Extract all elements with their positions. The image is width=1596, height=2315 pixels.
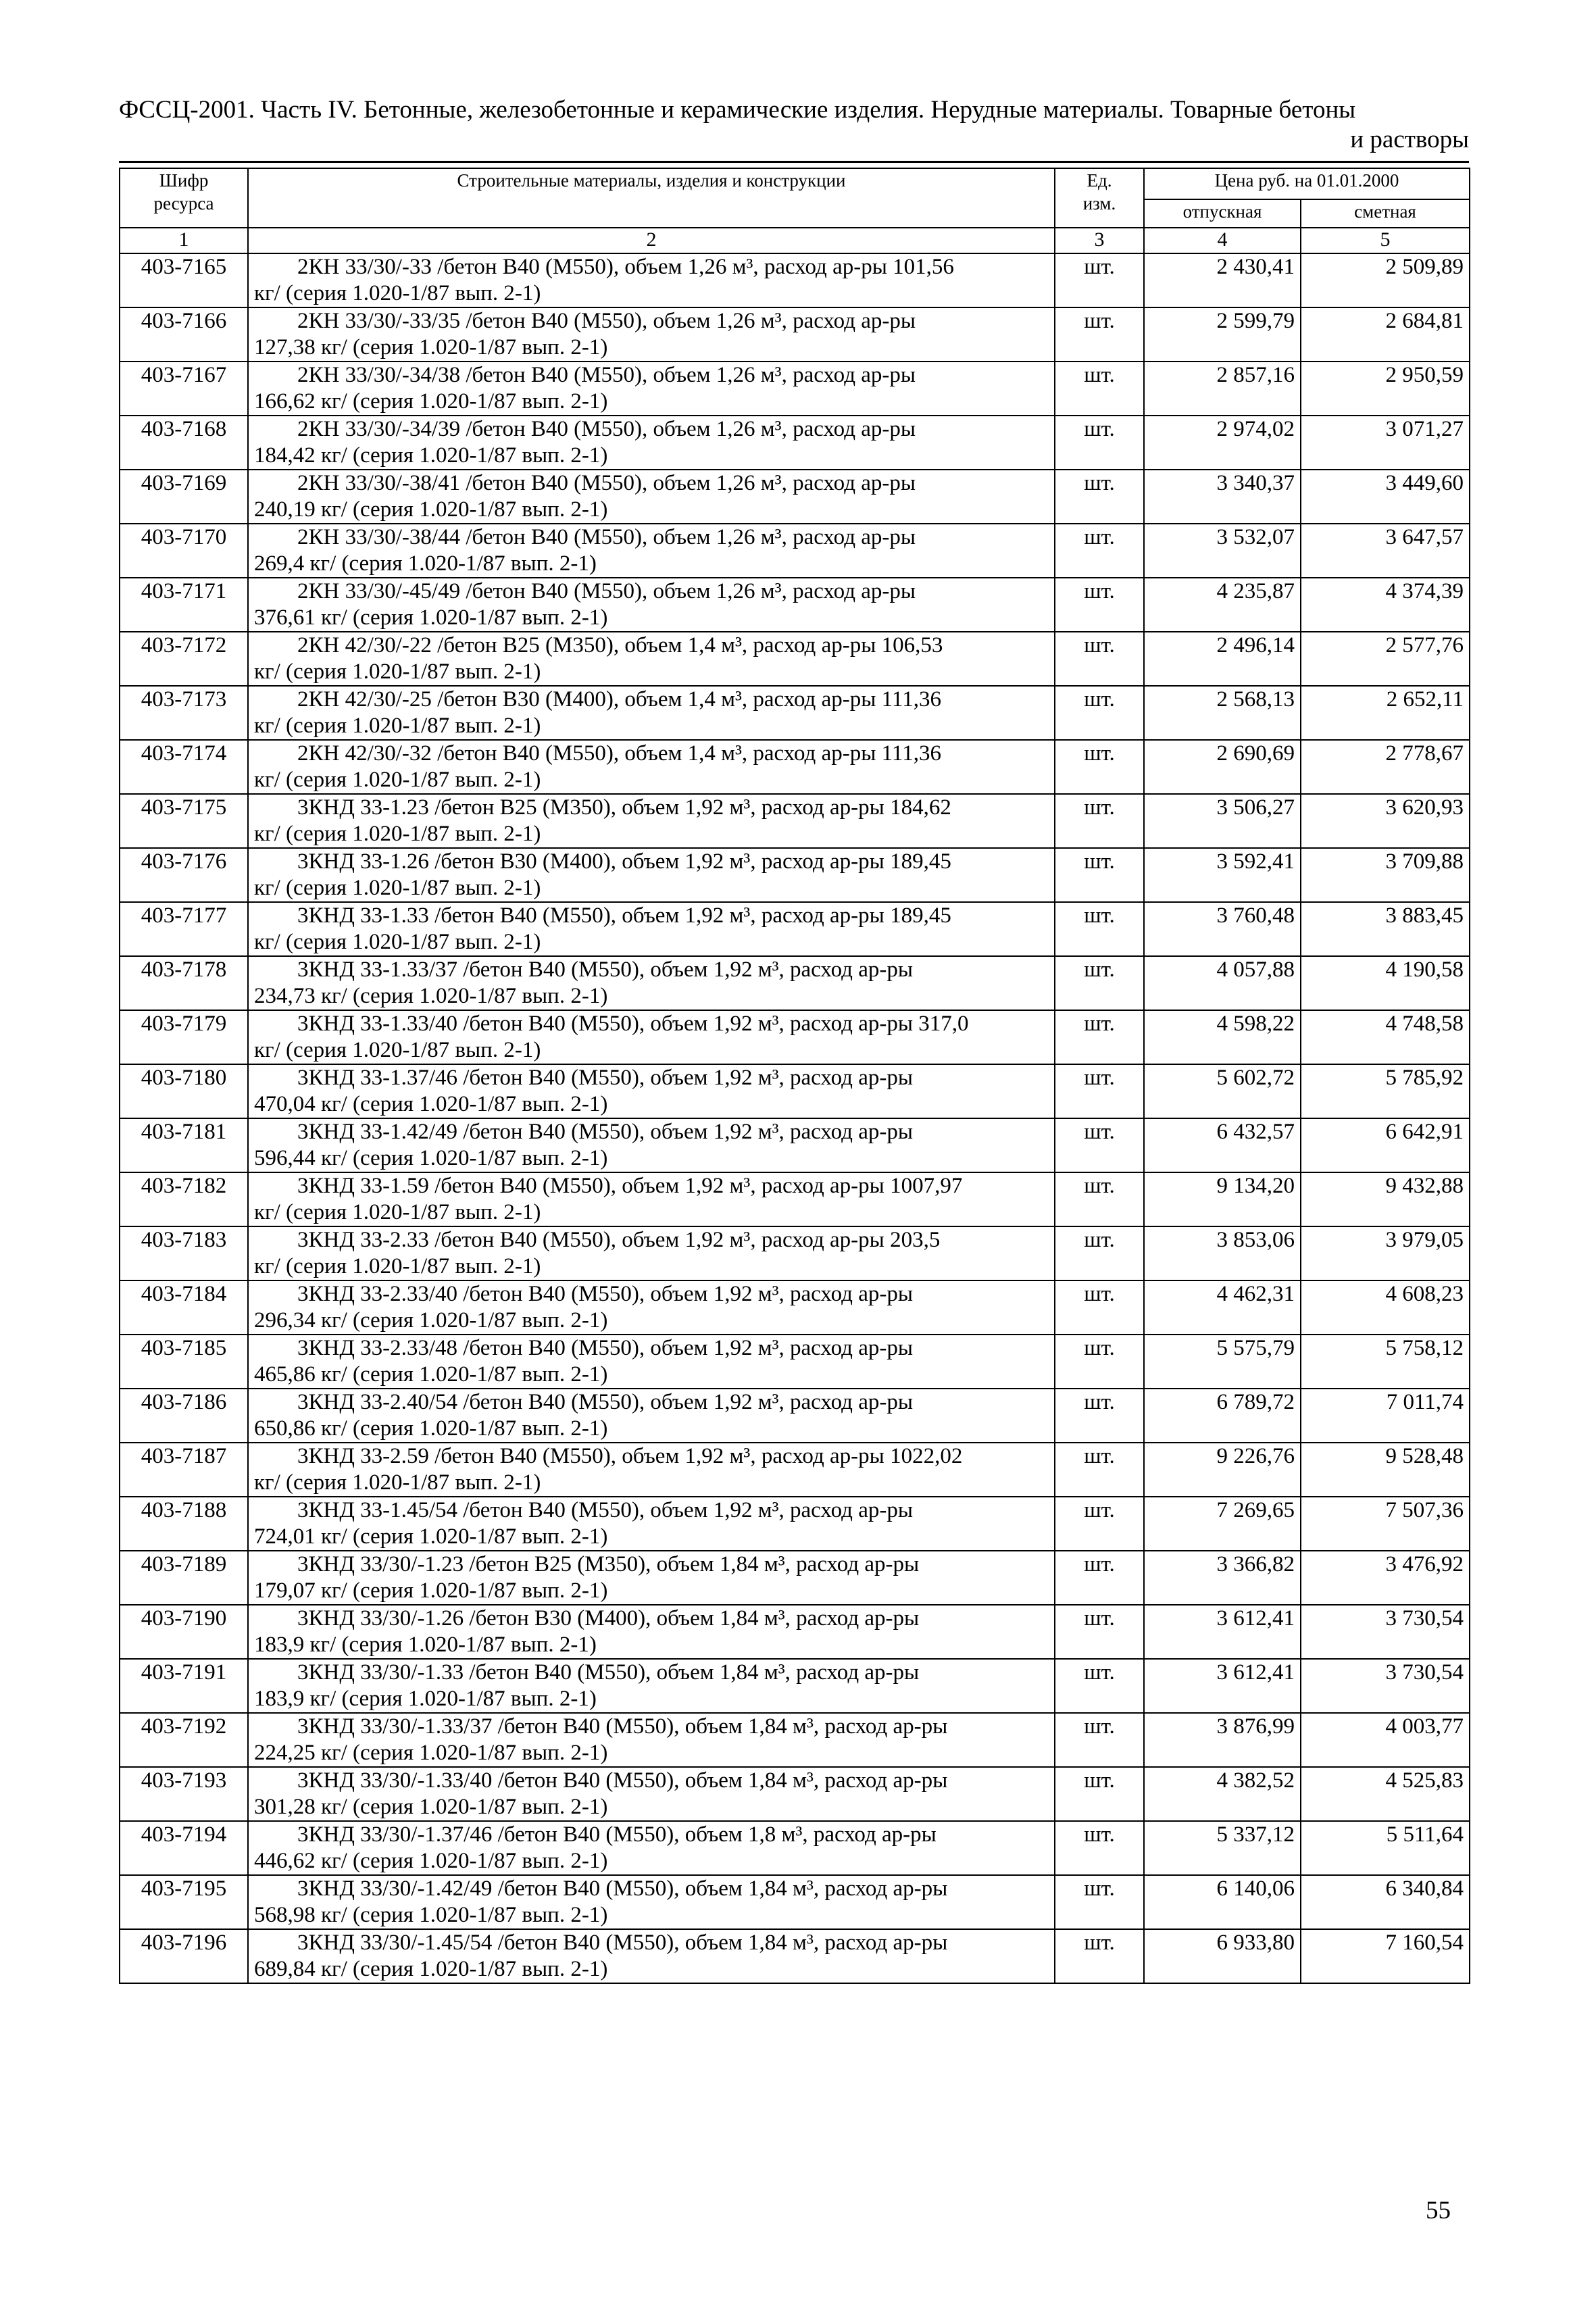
estimate-price: 3 071,27 [1301,416,1470,470]
description-line-2: 183,9 кг/ (серия 1.020-1/87 вып. 2-1) [254,1633,597,1657]
resource-code: 403-7182 [120,1172,248,1226]
item-description [248,470,1055,524]
resource-code: 403-7192 [120,1713,248,1767]
description-line-2: кг/ (серия 1.020-1/87 вып. 2-1) [254,714,541,738]
unit: шт. [1055,1767,1144,1821]
col-number-2: 2 [248,228,1055,253]
description-line-1: 2КН 33/30/-38/44 /бетон В40 (М550), объем 1,26 м³, расход ар-ры [297,525,916,549]
estimate-price: 4 608,23 [1301,1280,1470,1335]
unit: шт. [1055,362,1144,416]
description-line-1: 2КН 33/30/-33/35 /бетон В40 (М550), объем 1,26 м³, расход ар-ры [297,309,916,333]
estimate-price: 9 432,88 [1301,1172,1470,1226]
description-line-2: кг/ (серия 1.020-1/87 вып. 2-1) [254,930,541,954]
description-line-2: 724,01 кг/ (серия 1.020-1/87 вып. 2-1) [254,1524,608,1549]
table-row [120,686,1470,740]
item-description [248,1064,1055,1118]
description-line-1: 3КНД 33/30/-1.37/46 /бетон В40 (М550), объем 1,8 м³, расход ар-ры [297,1822,937,1847]
release-price: 2 974,02 [1144,416,1301,470]
description-line-1: 3КНД 33-1.26 /бетон В30 (М400), объем 1,92 м³, расход ар-ры 189,45 [297,849,951,874]
description-line-1: 3КНД 33-2.33/48 /бетон В40 (М550), объем 1,92 м³, расход ар-ры [297,1336,913,1360]
estimate-price: 3 979,05 [1301,1226,1470,1280]
description-line-2: 183,9 кг/ (серия 1.020-1/87 вып. 2-1) [254,1687,597,1711]
table-row [120,848,1470,902]
estimate-price: 6 340,84 [1301,1875,1470,1929]
description-line-2: кг/ (серия 1.020-1/87 вып. 2-1) [254,1254,541,1278]
estimate-price: 5 511,64 [1301,1821,1470,1875]
estimate-price: 4 748,58 [1301,1010,1470,1064]
item-description [248,740,1055,794]
resource-code: 403-7176 [120,848,248,902]
table-row [120,1335,1470,1389]
description-line-1: 2КН 33/30/-33 /бетон В40 (М550), объем 1,26 м³, расход ар-ры 101,56 [297,255,954,279]
table-row [120,1064,1470,1118]
description-line-1: 3КНД 33-2.33 /бетон В40 (М550), объем 1,92 м³, расход ар-ры 203,5 [297,1228,941,1252]
release-price: 6 789,72 [1144,1389,1301,1443]
description-line-2: 689,84 кг/ (серия 1.020-1/87 вып. 2-1) [254,1957,608,1981]
estimate-price: 2 778,67 [1301,740,1470,794]
page-number: 55 [1426,2197,1451,2224]
estimate-price: 2 684,81 [1301,307,1470,362]
resource-code: 403-7184 [120,1280,248,1335]
release-price: 4 235,87 [1144,578,1301,632]
description-line-2: кг/ (серия 1.020-1/87 вып. 2-1) [254,1038,541,1062]
description-line-1: 3КНД 33-1.33/40 /бетон В40 (М550), объем 1,92 м³, расход ар-ры 317,0 [297,1012,969,1036]
unit: шт. [1055,740,1144,794]
description-line-2: кг/ (серия 1.020-1/87 вып. 2-1) [254,876,541,900]
table-row [120,1713,1470,1767]
col-header-code: Шифр ресурса [120,168,248,228]
item-description [248,1389,1055,1443]
release-price: 9 226,76 [1144,1443,1301,1497]
item-description [248,1659,1055,1713]
unit: шт. [1055,1226,1144,1280]
unit: шт. [1055,1443,1144,1497]
release-price: 3 340,37 [1144,470,1301,524]
description-line-1: 2КН 42/30/-22 /бетон В25 (М350), объем 1,4 м³, расход ар-ры 106,53 [297,633,943,657]
description-line-1: 3КНД 33/30/-1.33 /бетон В40 (М550), объем 1,84 м³, расход ар-ры [297,1660,920,1685]
col-header-price: Цена руб. на 01.01.2000 [1144,168,1470,199]
description-line-2: 166,62 кг/ (серия 1.020-1/87 вып. 2-1) [254,389,608,414]
header-rule [119,161,1469,163]
unit: шт. [1055,1010,1144,1064]
col-number-3: 3 [1055,228,1144,253]
unit: шт. [1055,686,1144,740]
table-row [120,1875,1470,1929]
item-description [248,307,1055,362]
description-line-2: 465,86 кг/ (серия 1.020-1/87 вып. 2-1) [254,1362,608,1387]
estimate-price: 7 507,36 [1301,1497,1470,1551]
resource-code: 403-7194 [120,1821,248,1875]
table-row [120,1821,1470,1875]
unit: шт. [1055,1118,1144,1172]
resource-code: 403-7167 [120,362,248,416]
resource-code: 403-7186 [120,1389,248,1443]
estimate-price: 4 003,77 [1301,1713,1470,1767]
resource-code: 403-7179 [120,1010,248,1064]
description-line-2: кг/ (серия 1.020-1/87 вып. 2-1) [254,822,541,846]
estimate-price: 2 950,59 [1301,362,1470,416]
description-line-1: 3КНД 33-1.37/46 /бетон В40 (М550), объем 1,92 м³, расход ар-ры [297,1066,913,1090]
description-line-2: 301,28 кг/ (серия 1.020-1/87 вып. 2-1) [254,1795,608,1819]
resource-code: 403-7172 [120,632,248,686]
table-row [120,1010,1470,1064]
table-row [120,578,1470,632]
release-price: 2 690,69 [1144,740,1301,794]
table-row [120,1551,1470,1605]
description-line-1: 3КНД 33-1.59 /бетон В40 (М550), объем 1,92 м³, расход ар-ры 1007,97 [297,1174,963,1198]
description-line-1: 3КНД 33/30/-1.42/49 /бетон В40 (М550), объем 1,84 м³, расход ар-ры [297,1876,948,1901]
description-line-1: 2КН 33/30/-45/49 /бетон В40 (М550), объем 1,26 м³, расход ар-ры [297,579,916,603]
item-description [248,1010,1055,1064]
col-number-5: 5 [1301,228,1470,253]
release-price: 7 269,65 [1144,1497,1301,1551]
table-row [120,1389,1470,1443]
release-price: 3 592,41 [1144,848,1301,902]
release-price: 6 140,06 [1144,1875,1301,1929]
resource-code: 403-7169 [120,470,248,524]
item-description [248,956,1055,1010]
unit: шт. [1055,1821,1144,1875]
description-line-1: 2КН 33/30/-34/38 /бетон В40 (М550), объем 1,26 м³, расход ар-ры [297,363,916,387]
estimate-price: 2 509,89 [1301,253,1470,307]
description-line-1: 3КНД 33-1.45/54 /бетон В40 (М550), объем 1,92 м³, расход ар-ры [297,1498,913,1522]
description-line-2: 184,42 кг/ (серия 1.020-1/87 вып. 2-1) [254,443,608,468]
item-description [248,1929,1055,1983]
description-line-1: 3КНД 33/30/-1.45/54 /бетон В40 (М550), объем 1,84 м³, расход ар-ры [297,1931,948,1955]
resource-code: 403-7188 [120,1497,248,1551]
item-description [248,1497,1055,1551]
estimate-price: 5 785,92 [1301,1064,1470,1118]
estimate-price: 3 449,60 [1301,470,1470,524]
estimate-price: 3 476,92 [1301,1551,1470,1605]
description-line-1: 2КН 33/30/-34/39 /бетон В40 (М550), объем 1,26 м³, расход ар-ры [297,417,916,441]
description-line-2: кг/ (серия 1.020-1/87 вып. 2-1) [254,281,541,305]
item-description [248,1118,1055,1172]
resource-code: 403-7177 [120,902,248,956]
description-line-1: 3КНД 33-1.33/37 /бетон В40 (М550), объем 1,92 м³, расход ар-ры [297,957,913,982]
release-price: 2 857,16 [1144,362,1301,416]
description-line-1: 3КНД 33-1.42/49 /бетон В40 (М550), объем 1,92 м³, расход ар-ры [297,1120,913,1144]
description-line-2: 568,98 кг/ (серия 1.020-1/87 вып. 2-1) [254,1903,608,1927]
resource-code: 403-7166 [120,307,248,362]
resource-code: 403-7187 [120,1443,248,1497]
description-line-2: 224,25 кг/ (серия 1.020-1/87 вып. 2-1) [254,1741,608,1765]
table-row [120,524,1470,578]
description-line-2: 650,86 кг/ (серия 1.020-1/87 вып. 2-1) [254,1416,608,1441]
unit: шт. [1055,1551,1144,1605]
table-row [120,362,1470,416]
table-row [120,1929,1470,1983]
price-table [119,168,1470,1984]
unit: шт. [1055,1875,1144,1929]
item-description [248,1875,1055,1929]
item-description [248,686,1055,740]
description-line-2: 376,61 кг/ (серия 1.020-1/87 вып. 2-1) [254,605,608,630]
unit: шт. [1055,794,1144,848]
estimate-price: 4 525,83 [1301,1767,1470,1821]
table-row [120,470,1470,524]
resource-code: 403-7165 [120,253,248,307]
release-price: 3 532,07 [1144,524,1301,578]
table-row [120,956,1470,1010]
resource-code: 403-7168 [120,416,248,470]
description-line-1: 3КНД 33-2.59 /бетон В40 (М550), объем 1,92 м³, расход ар-ры 1022,02 [297,1444,963,1468]
item-description [248,1443,1055,1497]
description-line-2: 596,44 кг/ (серия 1.020-1/87 вып. 2-1) [254,1146,608,1170]
unit: шт. [1055,1389,1144,1443]
release-price: 5 337,12 [1144,1821,1301,1875]
item-description [248,1335,1055,1389]
resource-code: 403-7195 [120,1875,248,1929]
release-price: 3 853,06 [1144,1226,1301,1280]
release-price: 2 496,14 [1144,632,1301,686]
unit: шт. [1055,1605,1144,1659]
resource-code: 403-7193 [120,1767,248,1821]
estimate-price: 6 642,91 [1301,1118,1470,1172]
item-description [248,1172,1055,1226]
release-price: 5 575,79 [1144,1335,1301,1389]
resource-code: 403-7174 [120,740,248,794]
item-description [248,632,1055,686]
table-row [120,416,1470,470]
resource-code: 403-7190 [120,1605,248,1659]
item-description [248,1605,1055,1659]
table-row [120,1443,1470,1497]
resource-code: 403-7178 [120,956,248,1010]
table-row [120,1659,1470,1713]
release-price: 6 933,80 [1144,1929,1301,1983]
table-row [120,307,1470,362]
unit: шт. [1055,1172,1144,1226]
item-description [248,1280,1055,1335]
unit: шт. [1055,416,1144,470]
description-line-2: кг/ (серия 1.020-1/87 вып. 2-1) [254,1200,541,1224]
description-line-1: 3КНД 33-1.33 /бетон В40 (М550), объем 1,92 м³, расход ар-ры 189,45 [297,903,951,928]
estimate-price: 3 647,57 [1301,524,1470,578]
release-price: 3 760,48 [1144,902,1301,956]
description-line-2: 296,34 кг/ (серия 1.020-1/87 вып. 2-1) [254,1308,608,1333]
unit: шт. [1055,1280,1144,1335]
header-line-2: и растворы [1350,126,1469,153]
item-description [248,1713,1055,1767]
resource-code: 403-7196 [120,1929,248,1983]
unit: шт. [1055,253,1144,307]
release-price: 4 462,31 [1144,1280,1301,1335]
table-body [120,253,1470,1983]
item-description [248,1226,1055,1280]
estimate-price: 3 730,54 [1301,1659,1470,1713]
running-header [119,95,1469,155]
table-row [120,253,1470,307]
release-price: 9 134,20 [1144,1172,1301,1226]
description-line-2: 179,07 кг/ (серия 1.020-1/87 вып. 2-1) [254,1578,608,1603]
release-price: 4 598,22 [1144,1010,1301,1064]
unit: шт. [1055,524,1144,578]
col-header-estimate-price: сметная [1301,199,1470,228]
estimate-price: 3 730,54 [1301,1605,1470,1659]
table-row [120,1226,1470,1280]
description-line-1: 3КНД 33-2.40/54 /бетон В40 (М550), объем 1,92 м³, расход ар-ры [297,1390,913,1414]
description-line-2: кг/ (серия 1.020-1/87 вып. 2-1) [254,659,541,684]
estimate-price: 5 758,12 [1301,1335,1470,1389]
estimate-price: 2 577,76 [1301,632,1470,686]
unit: шт. [1055,470,1144,524]
release-price: 5 602,72 [1144,1064,1301,1118]
description-line-2: кг/ (серия 1.020-1/87 вып. 2-1) [254,768,541,792]
release-price: 3 366,82 [1144,1551,1301,1605]
item-description [248,524,1055,578]
table-row [120,1118,1470,1172]
description-line-2: 240,19 кг/ (серия 1.020-1/87 вып. 2-1) [254,497,608,522]
estimate-price: 9 528,48 [1301,1443,1470,1497]
table-row [120,1172,1470,1226]
col-header-release-price: отпускная [1144,199,1301,228]
item-description [248,1551,1055,1605]
release-price: 6 432,57 [1144,1118,1301,1172]
table-row [120,1767,1470,1821]
description-line-1: 3КНД 33/30/-1.33/40 /бетон В40 (М550), объем 1,84 м³, расход ар-ры [297,1768,948,1793]
estimate-price: 7 160,54 [1301,1929,1470,1983]
description-line-2: кг/ (серия 1.020-1/87 вып. 2-1) [254,1470,541,1495]
resource-code: 403-7170 [120,524,248,578]
item-description [248,902,1055,956]
description-line-1: 3КНД 33-2.33/40 /бетон В40 (М550), объем 1,92 м³, расход ар-ры [297,1282,913,1306]
table-row [120,632,1470,686]
table-row [120,740,1470,794]
table-row [120,1280,1470,1335]
table-row [120,902,1470,956]
estimate-price: 7 011,74 [1301,1389,1470,1443]
description-line-1: 3КНД 33/30/-1.26 /бетон В30 (М400), объем 1,84 м³, расход ар-ры [297,1606,920,1631]
col-header-unit: Ед. изм. [1055,168,1144,228]
release-price: 2 599,79 [1144,307,1301,362]
description-line-2: 234,73 кг/ (серия 1.020-1/87 вып. 2-1) [254,984,608,1008]
unit: шт. [1055,1064,1144,1118]
description-line-1: 2КН 33/30/-38/41 /бетон В40 (М550), объем 1,26 м³, расход ар-ры [297,471,916,495]
item-description [248,416,1055,470]
resource-code: 403-7183 [120,1226,248,1280]
description-line-1: 3КНД 33/30/-1.33/37 /бетон В40 (М550), объем 1,84 м³, расход ар-ры [297,1714,948,1739]
release-price: 3 612,41 [1144,1659,1301,1713]
item-description [248,1767,1055,1821]
description-line-2: 269,4 кг/ (серия 1.020-1/87 вып. 2-1) [254,551,597,576]
release-price: 2 430,41 [1144,253,1301,307]
estimate-price: 3 883,45 [1301,902,1470,956]
resource-code: 403-7175 [120,794,248,848]
description-line-1: 3КНД 33/30/-1.23 /бетон В25 (М350), объем 1,84 м³, расход ар-ры [297,1552,920,1576]
release-price: 2 568,13 [1144,686,1301,740]
description-line-1: 2КН 42/30/-32 /бетон В40 (М550), объем 1,4 м³, расход ар-ры 111,36 [297,741,941,766]
resource-code: 403-7181 [120,1118,248,1172]
item-description [248,848,1055,902]
description-line-1: 3КНД 33-1.23 /бетон В25 (М350), объем 1,92 м³, расход ар-ры 184,62 [297,795,951,820]
unit: шт. [1055,1929,1144,1983]
unit: шт. [1055,307,1144,362]
item-description [248,362,1055,416]
release-price: 3 612,41 [1144,1605,1301,1659]
estimate-price: 4 190,58 [1301,956,1470,1010]
table-row [120,794,1470,848]
unit: шт. [1055,848,1144,902]
resource-code: 403-7180 [120,1064,248,1118]
header-line-1: ФССЦ-2001. Часть IV. Бетонные, железобетонные и керамические изделия. Нерудные материалы. Товарные бетоны [119,96,1356,124]
resource-code: 403-7185 [120,1335,248,1389]
table-row [120,1497,1470,1551]
item-description [248,794,1055,848]
unit: шт. [1055,1497,1144,1551]
description-line-1: 2КН 42/30/-25 /бетон В30 (М400), объем 1,4 м³, расход ар-ры 111,36 [297,687,941,712]
col-number-4: 4 [1144,228,1301,253]
table-row [120,1605,1470,1659]
col-number-1: 1 [120,228,248,253]
item-description [248,1821,1055,1875]
resource-code: 403-7191 [120,1659,248,1713]
unit: шт. [1055,956,1144,1010]
item-description [248,253,1055,307]
estimate-price: 3 620,93 [1301,794,1470,848]
description-line-2: 470,04 кг/ (серия 1.020-1/87 вып. 2-1) [254,1092,608,1116]
description-line-2: 127,38 кг/ (серия 1.020-1/87 вып. 2-1) [254,335,608,359]
estimate-price: 3 709,88 [1301,848,1470,902]
unit: шт. [1055,632,1144,686]
unit: шт. [1055,1713,1144,1767]
col-header-description: Строительные материалы, изделия и конструкции [248,168,1055,228]
estimate-price: 4 374,39 [1301,578,1470,632]
release-price: 4 382,52 [1144,1767,1301,1821]
unit: шт. [1055,1659,1144,1713]
estimate-price: 2 652,11 [1301,686,1470,740]
release-price: 3 876,99 [1144,1713,1301,1767]
unit: шт. [1055,902,1144,956]
resource-code: 403-7173 [120,686,248,740]
item-description [248,578,1055,632]
resource-code: 403-7189 [120,1551,248,1605]
unit: шт. [1055,578,1144,632]
release-price: 3 506,27 [1144,794,1301,848]
release-price: 4 057,88 [1144,956,1301,1010]
unit: шт. [1055,1335,1144,1389]
description-line-2: 446,62 кг/ (серия 1.020-1/87 вып. 2-1) [254,1849,608,1873]
resource-code: 403-7171 [120,578,248,632]
